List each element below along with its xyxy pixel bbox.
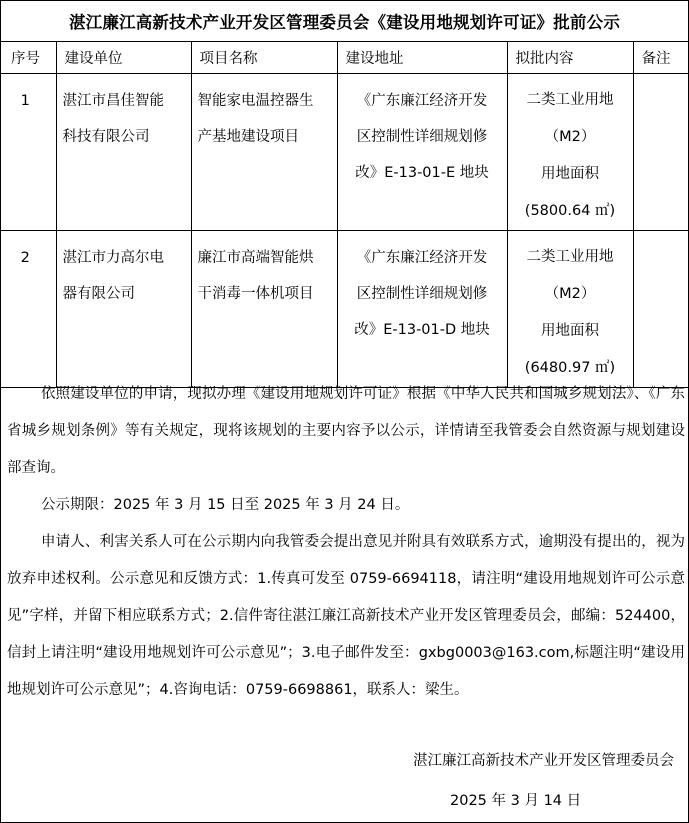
body-paragraph-feedback: 申请人、利害关系人可在公示期内向我管委会提出意见并附具有效联系方式，逾期没有提出的，视为放弃申述权利。公示意见和反馈方式：1.传真可发至 0759-6694118，请注明“建设用地规划许可公示意见”字样，并留下相应联系方式；2.信件寄往湛江廉江高新技术产业开发区管理委员会，邮编：524400，信封上请注明“建设用地规划许可公示意见”；3.电子邮件发至：gxbg0003@163.com,标题注明“建设用地规划许可公示意见”；4.咨询电话：0759-6698861，联系人：梁生。 bbox=[7, 534, 685, 698]
cell-unit: 湛江市昌佳智能 科技有限公司 bbox=[56, 74, 191, 231]
body-paragraph-basis: 依照建设单位的申请，现拟办理《建设用地规划许可证》根据《中华人民共和国城乡规划法》、《广东省城乡规划条例》等有关规定，现将该规划的主要内容予以公示，详情请至我管委会自然资源与规划建设部查询。 bbox=[7, 386, 685, 476]
cell-project: 廉江市高端智能烘 干消毒一体机项目 bbox=[191, 231, 337, 388]
signature-org: 湛江廉江高新技术产业开发区管理委员会 bbox=[413, 753, 674, 769]
cell-approval: 二类工业用地 （M2） 用地面积 (6480.97 ㎡) bbox=[507, 231, 633, 388]
cell-address: 《广东廉江经济开发 区控制性详细规划修 改》E-13-01-E 地块 bbox=[337, 74, 507, 231]
header-approval: 拟批内容 bbox=[507, 42, 633, 74]
cell-seq: 2 bbox=[1, 231, 56, 388]
signature-date: 2025 年 3 月 14 日 bbox=[450, 793, 582, 809]
cell-remark bbox=[633, 231, 688, 388]
header-remark: 备注 bbox=[633, 42, 688, 74]
header-project: 项目名称 bbox=[191, 42, 337, 74]
table-row bbox=[1, 231, 688, 388]
header-address: 建设地址 bbox=[337, 42, 507, 74]
header-seq: 序号 bbox=[1, 42, 56, 74]
table-row bbox=[1, 74, 688, 231]
cell-project: 智能家电温控器生 产基地建设项目 bbox=[191, 74, 337, 231]
notice-title: 湛江廉江高新技术产业开发区管理委员会《建设用地规划许可证》批前公示 bbox=[1, 1, 688, 42]
cell-approval: 二类工业用地 （M2） 用地面积 (5800.64 ㎡) bbox=[507, 74, 633, 231]
cell-unit: 湛江市力高尔电 器有限公司 bbox=[56, 231, 191, 388]
cell-remark bbox=[633, 74, 688, 231]
approval-table bbox=[1, 42, 688, 388]
table-header-row bbox=[1, 42, 688, 74]
cell-address: 《广东廉江经济开发 区控制性详细规划修 改》E-13-01-D 地块 bbox=[337, 231, 507, 388]
header-unit: 建设单位 bbox=[56, 42, 191, 74]
notice-body bbox=[7, 376, 685, 709]
cell-seq: 1 bbox=[1, 74, 56, 231]
body-paragraph-period: 公示期限：2025 年 3 月 15 日至 2025 年 3 月 24 日。 bbox=[41, 497, 410, 513]
